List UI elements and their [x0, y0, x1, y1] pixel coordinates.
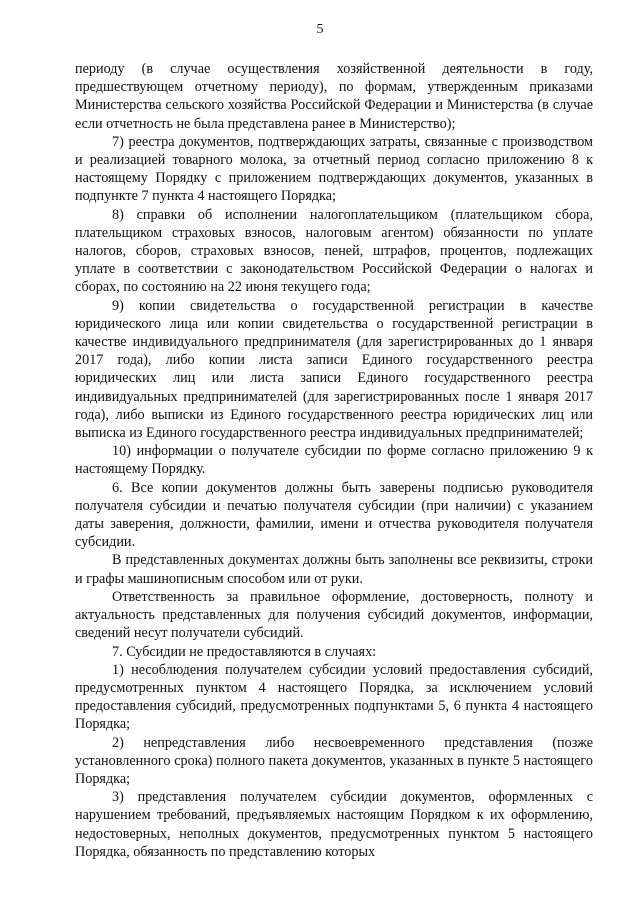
paragraph-responsibility: Ответственность за правильное оформление, достоверность, полноту и актуальность представленных для получения субсидий документов, информации, сведений несут получатели субсидий. [75, 588, 593, 642]
page-number: 5 [316, 22, 324, 37]
paragraph-item-9-registration-copies: 9) копии свидетельства о государственной регистрации в качестве юридического лица или копии свидетельства о государственной регистрации в качестве индивидуального предпринимателя (для зарегистрированных до 1 января 2017 года), либо копии листа записи Единого государственного реестра юридических лиц или листа записи Единого государственного реестра индивидуальных предпринимателей (для зарегистрированных после 1 января 2017 года), либо выписки из Единого государственного реестра юридических лиц или выписка из Единого государственного реестра индивидуальных предпринимателей; [75, 297, 593, 442]
paragraph-continuation: периоду (в случае осуществления хозяйственной деятельности в году, предшествующем отчетному периоду), по формам, утвержденным приказами Министерства сельского хозяйства Российской Федерации и Министерства (в случае если отчетность не была представлена ранее в Министерство); [75, 61, 593, 132]
paragraph-item-8-tax-certificate: 8) справки об исполнении налогоплательщиком (плательщиком сбора, плательщиком страховых взносов, налоговым агентом) обязанности по уплате налогов, сборов, страховых взносов, пеней, штрафов, процентов, подлежащих уплате в соответствии с законодательством Российской Федерации о налогах и сборах, по состоянию на 22 июня текущего года; [75, 206, 593, 296]
paragraph-requisites: В представленных документах должны быть заполнены все реквизиты, строки и графы машинописным способом или от руки. [75, 552, 593, 587]
document-body [75, 60, 593, 861]
paragraph-case-2: 2) непредставления либо несвоевременного представления (позже установленного срока) полного пакета документов, указанных в пункте 5 настоящего Порядка; [75, 734, 593, 787]
paragraph-section-7-heading: 7. Субсидии не предоставляются в случаях: [112, 643, 377, 660]
paragraph-item-10-recipient-info: 10) информации о получателе субсидии по форме согласно приложению 9 к настоящему Порядку. [75, 443, 593, 478]
paragraph-item-7-registry: 7) реестра документов, подтверждающих затраты, связанные с производством и реализацией товарного молока, за отчетный период согласно приложению 8 к настоящему Порядку с приложением подтверждающих документов, указанных в подпункте 7 пункта 4 настоящего Порядка; [75, 133, 593, 205]
paragraph-section-6-copies: 6. Все копии документов должны быть заверены подписью руководителя получателя субсидии и печатью получателя субсидии (при наличии) с указанием даты заверения, должности, фамилии, имени и отчества руководителя получателя субсидии. [75, 479, 593, 551]
paragraph-case-1: 1) несоблюдения получателем субсидии условий предоставления субсидий, предусмотренных пунктом 4 настоящего Порядка, за исключением условий предоставления субсидий, предусмотренных подпунктами 5, 6 пункта 4 настоящего Порядка; [75, 661, 593, 733]
paragraph-case-3: 3) представления получателем субсидии документов, оформленных с нарушением требований, предъявляемых настоящим Порядком к их оформлению, недостоверных, неполных документов, предусмотренных пунктом 5 настоящего Порядка, обязанность по представлению которых [75, 789, 593, 860]
